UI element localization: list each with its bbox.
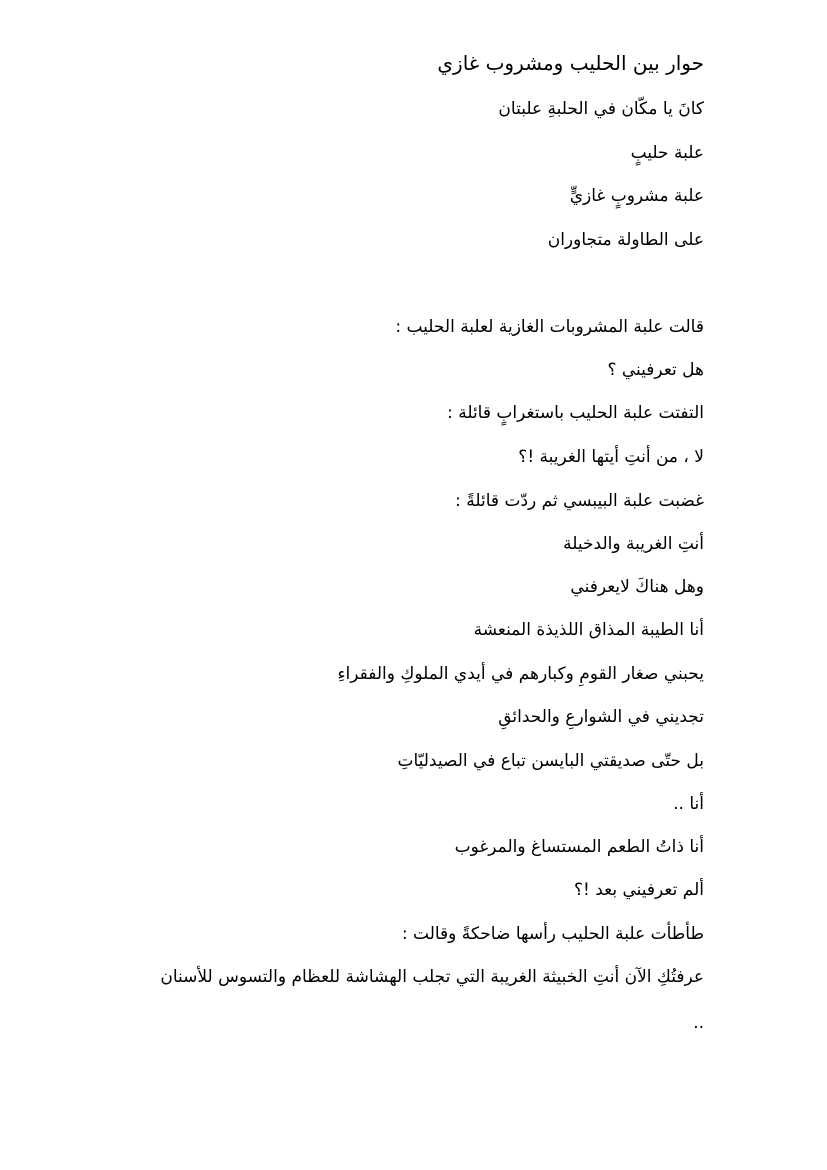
text-line: غضبت علبة البيبسي ثم ردّت قائلةً : bbox=[455, 491, 704, 511]
text-line: تجديني في الشوارعِ والحدائقِ bbox=[498, 707, 704, 727]
text-line: وهل هناكَ لايعرفني bbox=[570, 577, 704, 597]
text-line: أنتِ الغريبة والدخيلة bbox=[563, 534, 704, 554]
text-line: التفتت علبة الحليب باستغرابٍ قائلة : bbox=[447, 403, 704, 423]
text-line: .. bbox=[693, 1013, 704, 1033]
text-line: بل حتّى صديقتي البايسن تباع في الصيدليّاتِ bbox=[397, 751, 704, 771]
text-line: قالت علبة المشروبات الغازية لعلبة الحليب : bbox=[395, 317, 704, 337]
text-line: أنا ذاتُ الطعم المستساغ والمرغوب bbox=[454, 837, 704, 857]
text-line: هل تعرفيني ؟ bbox=[607, 360, 704, 380]
text-line: طأطأت علبة الحليب رأسها ضاحكةً وقالت : bbox=[401, 924, 704, 944]
document-title: حوار بين الحليب ومشروب غازي bbox=[437, 51, 704, 75]
text-line: على الطاولة متجاوران bbox=[547, 230, 704, 250]
text-line: أنا الطيبة المذاق اللذيذة المنعشة bbox=[473, 620, 704, 640]
text-line: علبة مشروبٍ غازيٍّ bbox=[569, 186, 704, 206]
text-line: لا ، من أنتِ أيتها الغريبة !؟ bbox=[518, 447, 704, 467]
text-line: يحبني صغار القومِ وكبارهم في أيدي الملوكِ والفقراءِ bbox=[337, 664, 704, 684]
text-line: كانَ يا مكّان في الحلبةِ علبتان bbox=[498, 99, 704, 119]
text-line: ألم تعرفيني بعد !؟ bbox=[574, 880, 704, 900]
text-line: أنا .. bbox=[673, 794, 704, 814]
text-line: عرفتُكِ الآن أنتِ الخبيثة الغريبة التي تجلب الهشاشة للعظام والتسوس للأسنان bbox=[160, 967, 704, 987]
text-line: علبة حليبٍ bbox=[630, 143, 704, 163]
